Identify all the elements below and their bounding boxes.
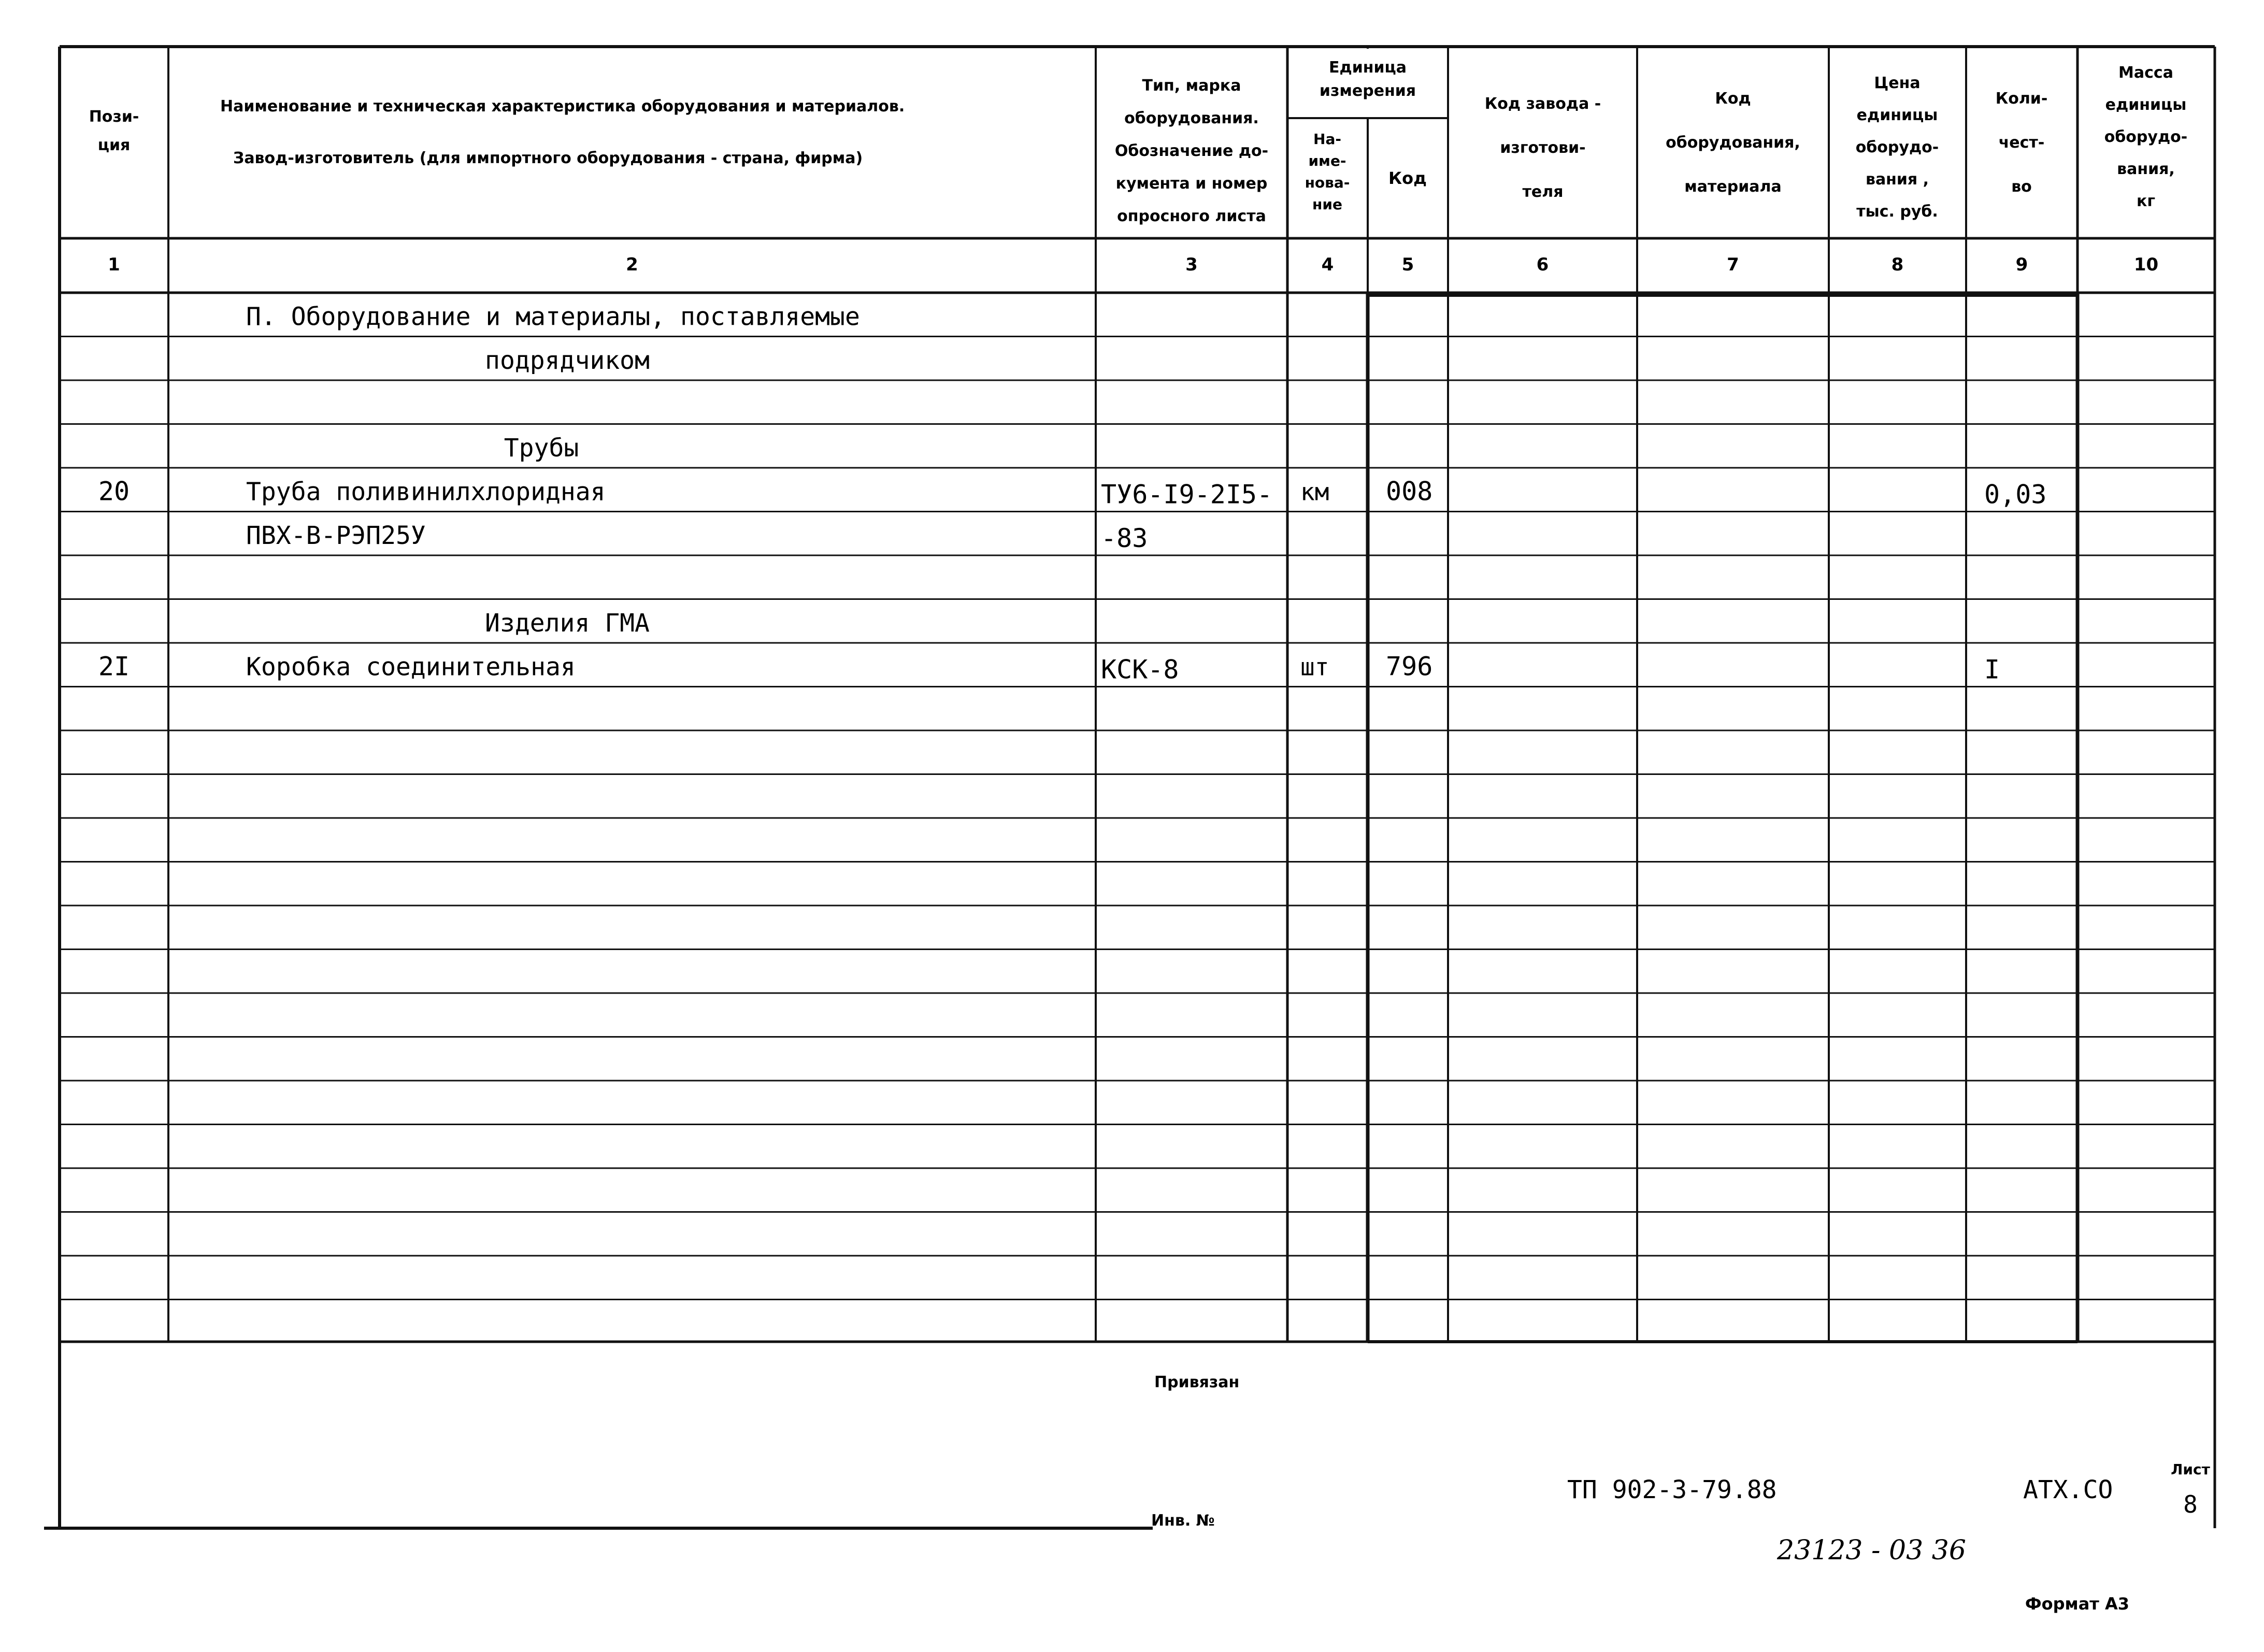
stamp-sheet-label: Лист <box>2171 1461 2210 1478</box>
handwritten-archive-number: 23123 - 03 36 <box>1777 1535 1966 1566</box>
row-unit: шт <box>1300 653 1329 681</box>
header-unit-mass: Масса единицы оборудо-вания, кг <box>2104 64 2188 210</box>
table-row <box>246 521 1148 553</box>
row-quantity: 0,03 <box>1984 479 2047 510</box>
column-number: 5 <box>1401 254 1414 275</box>
column-number: 6 <box>1536 254 1549 275</box>
row-name: ПВХ-В-РЭП25У <box>246 521 426 550</box>
column-number: 4 <box>1321 254 1334 275</box>
stamp-document-code: ТП 902-3-79.88 <box>1567 1475 1777 1504</box>
row-quantity: I <box>1984 654 2000 685</box>
row-code: 008 <box>1386 476 1433 507</box>
row-code: 796 <box>1386 651 1433 682</box>
column-number: 2 <box>626 254 638 275</box>
row-name: П. Оборудование и материалы, поставляемые <box>246 302 860 332</box>
stamp-mark: АТХ.СО <box>2023 1475 2113 1504</box>
stamp-privyazan: Привязан <box>1154 1373 1240 1391</box>
row-name: Коробка соединительная <box>246 652 576 682</box>
row-type: ТУ6-I9-2I5- <box>1101 479 1273 510</box>
header-name-line2: Завод-изготовитель (для импортного оборудования - страна, фирма) <box>233 149 863 167</box>
table-row <box>485 346 650 375</box>
table-body <box>98 303 2047 685</box>
table-header <box>89 59 2188 225</box>
header-unit-code: Код <box>1388 168 1427 188</box>
row-name: Труба поливинилхлоридная <box>246 477 606 507</box>
row-name: Изделия ГМА <box>485 609 650 638</box>
table-grid <box>44 47 2215 1528</box>
header-quantity: Коли-чест-во <box>1995 90 2048 196</box>
row-name: подрядчиком <box>485 346 650 375</box>
table-row <box>98 652 2000 685</box>
header-position: Пози-ция <box>89 108 139 154</box>
row-type: КСК-8 <box>1101 654 1179 685</box>
header-unit-name: На-име-нова-ние <box>1305 131 1350 213</box>
stamp-sheet-number: 8 <box>2183 1490 2198 1518</box>
column-number: 3 <box>1185 254 1198 275</box>
format-label: Формат А3 <box>2025 1594 2129 1614</box>
stamp-inventory-no: Инв. № <box>1151 1512 1215 1530</box>
column-number: 7 <box>1727 254 1739 275</box>
table-row <box>246 303 860 332</box>
table-row <box>485 609 650 638</box>
column-number: 10 <box>2133 254 2159 275</box>
table-row <box>98 477 2047 510</box>
header-unit-group: Единица измерения <box>1319 59 1416 100</box>
header-name-line1: Наименование и техническая характеристика оборудования и материалов. <box>220 97 905 116</box>
table-row <box>504 434 579 463</box>
row-position: 2I <box>98 651 130 682</box>
header-type: Тип, марка оборудования. Обозначение до-кумента и номер опросного листа <box>1114 77 1269 225</box>
header-equipment-code: Код оборудования, материала <box>1666 90 1800 196</box>
row-position: 20 <box>98 476 130 507</box>
row-type: -83 <box>1101 523 1148 553</box>
row-name: Трубы <box>504 434 579 463</box>
column-number: 9 <box>2015 254 2028 275</box>
column-numbers <box>108 254 2158 275</box>
column-number: 8 <box>1891 254 1904 275</box>
column-number: 1 <box>108 254 120 275</box>
header-factory-code: Код завода -изготови-теля <box>1484 95 1601 201</box>
row-unit: км <box>1300 478 1329 506</box>
header-unit-price: Цена единицы оборудо-вания , тыс. руб. <box>1855 74 1939 221</box>
